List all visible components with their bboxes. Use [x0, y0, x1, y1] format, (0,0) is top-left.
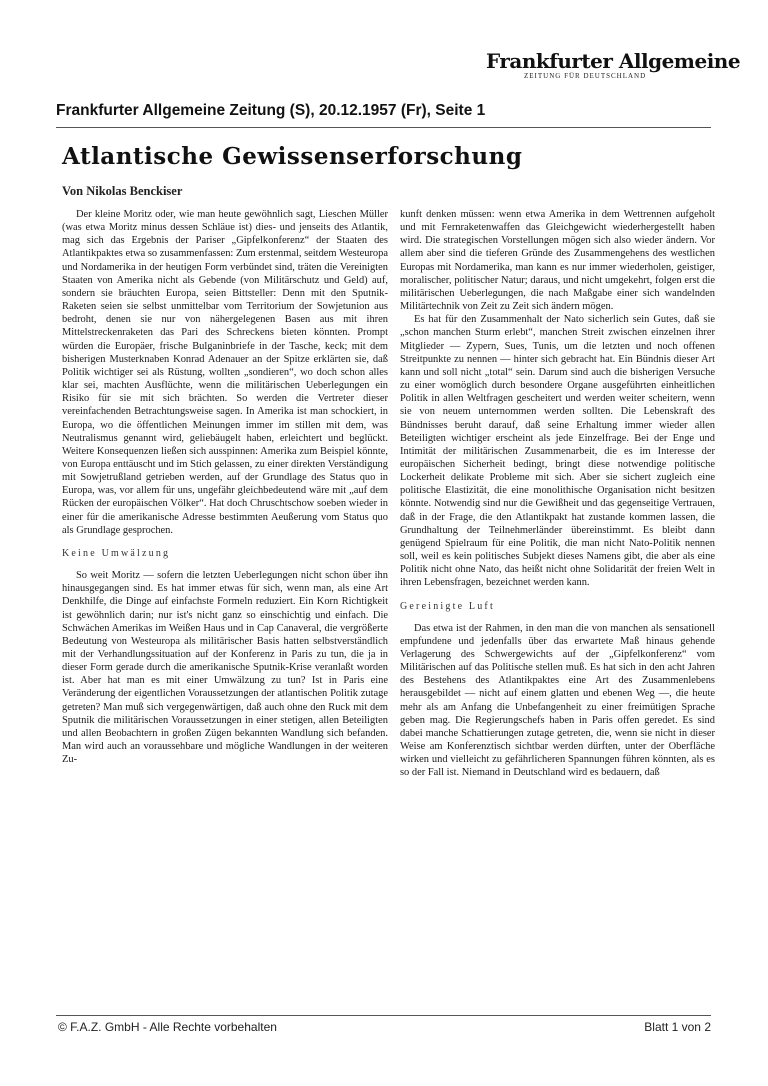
footer-divider [56, 1015, 711, 1016]
paragraph: Das etwa ist der Rahmen, in den man die von manchen als sensationell empfundene und jedenfalls über das erwartete Maß hinaus gehende Verlagerung des Schwergewichts auf der „Gipfelkonferenz“ vom Militärischen auf das Politische stellen muß. Es hat sich in den acht Jahren des Bestehens des Atlantikpaktes eine Art des Zusammenlebens herausgebildet — nicht auf einem glatten und ebenen Weg —, die heute mehr als am Anfang die Unbefangenheit zu einer freimütigen Sprache geben mag. Die Regierungschefs haben in Paris offen geredet. Es sind dabei manche Schattierungen zutage getreten, die, wenn sie nicht in dieser Weise am Konferenztisch sichtbar werden dürften, unter der Oberfläche wirken und vielleicht zu gefährlicheren Spannungen führen könnten, als es so der Fall ist. Niemand in Deutschland wird es bedauern, daß [400, 622, 715, 779]
footer-page-number: Blatt 1 von 2 [644, 1020, 711, 1034]
paragraph: Der kleine Moritz oder, wie man heute gewöhnlich sagt, Lieschen Müller (was etwa Moritz minus dessen Schläue ist) dies- und jenseits des Atlantik, mag sich das Ergebnis der Pariser „Gipfelkonferenz“ der Staaten des Atlantikpaktes etwa so zusammenfassen: Zum erstenmal, seitdem Westeuropa und Nordamerika in der heutigen Form verbündet sind, träten die Vereinigten Staaten von Amerika nicht als Gebende (von Militärschutz und Geld) auf, sondern sie bräuchten Europa, seien Bittsteller: Denn mit den Sputnik-Raketen seien sie selbst unmittelbar vom Territorium der Sowjetunion aus bedroht, denen sie nur von nähergelegenen Basen aus mit ihren Mittelstreckenraketen das Pari des Schreckens bieten könnten. Prompt würden die Europäer, frische Bulganinbriefe in der Tasche, keck; mit dem bisherigen Musterknaben Konrad Adenauer an der Spitze erklärten sie, daß Politik wichtiger sei als Rüstung, wollten „sondieren“, wo doch schon alles klar sei, machten Ausflüchte, wenn die militärischen Ueberlegungen ein Risiko für sie mit sich brächten. So werden die Vertreter dieser vereinfachenden Betrachtungsweise sagen. In Amerika ist man schockiert, in Europa, wo die öffentlichen Meinungen immer im stillen mit dem, was Neutralismus genannt wird, geliebäugelt haben, erleichtert und beglückt. Weitere Konsequenzen ließen sich ausspinnen: Amerika zum Beispiel könnte, von Europa enttäuscht und im Stich gelassen, zu einer direkten Verständigung mit Sowjetrußland getrieben werden, auf der Grundlage des Status quo in Europa, was, vor allem für uns, ungefähr gleichbedeutend wäre mit „auf dem Rücken der europäischen Völker“. Hat doch Chruschtschow soeben wieder in einer für die amerikanische Adresse bestimmten Aeußerung vom Status quo als Grundlage gesprochen. [62, 209, 388, 536]
paragraph: So weit Moritz — sofern die letzten Ueberlegungen nicht schon über ihn hinausgegangen sind. Es hat immer etwas für sich, wenn man, als eine Art Denkhilfe, die Dinge auf einfachste Formeln reduziert. Ein Korn Richtigkeit ist gewöhnlich darin; nur ist's nicht ganz so einschichtig und einfach. Die Schwächen Amerikas im Weißen Haus und in Cap Canaveral, die vergrößerte Bedeutung von Westeuropa als militärischer Basis hatten selbstverständlich mit der Verhandlungssituation auf der Konferenz in Paris zu tun, die ja in dieser Form gerade durch die amerikanische Sputnik-Krise veranlaßt worden ist. Aber hat man es mit einer Umwälzung zu tun? Ist in Paris eine Veränderung der eigentlichen Voraussetzungen der atlantischen Politik zutage getreten? Man muß sich vergegenwärtigen, daß auch ohne den Ruck mit dem Sputnik die militärischen Voraussetzungen in einer stetigen, allen Beteiligten und allen Beobachtern in großen Zügen bekannten Wandlung sich befanden. Man wird auch an voraussehbare und mögliche Wandlungen in der weiteren Zu- [62, 570, 388, 766]
masthead-logo [486, 49, 741, 80]
footer-copyright: © F.A.Z. GmbH - Alle Rechte vorbehalten [58, 1020, 277, 1034]
section-subheading: Gereinigte Luft [400, 600, 495, 612]
paragraph: Es hat für den Zusammenhalt der Nato sicherlich sein Gutes, daß sie „schon manchen Sturm erlebt“, manchen Streit zwischen einzelnen ihrer Mitglieder — Zypern, Sues, Tunis, um die letzten und noch offenen Streitpunkte zu nennen — hinter sich gebracht hat. Ein Bündnis dieser Art kann und soll nicht „total“ sein. Darum sind auch die bisherigen Versuche zu einer womöglich durch besondere Organe ausgeführten einheitlichen Politik in allen Weltfragen gescheitert und werden weiter scheitern, wenn sie von neuem unternommen werden sollten. Die Lebenskraft des Bündnisses beruht darauf, daß seine Erhaltung immer wieder allen Beteiligten wichtiger erscheint als jede Einzelfrage. Bei der Enge und Intimität der militärischen Zusammenarbeit, die es im Interesse der europäischen Sicherheit bedingt, bringt diese notwendige politische Lockerheit delikate Probleme mit sich. Aber sie sichert zugleich eine politische Elastizität, die eine monolithische Organisation nicht besitzen könnte. Notwendig sind nur die Gewißheit und das gegenseitige Vertrauen, daß in der Frage, die den Atlantikpakt hat zustande kommen lassen, die Grundhaltung der Teilnehmerländer übereinstimmt. Es bleibt dann genügend Spielraum für eine Politik, die man nicht Nato-Politik nennen soll, weil es kein politisches Subjekt dieses Namens gibt, die aber als eine Politik nicht ohne Nato, das heißt nicht ohne Solidarität der freien Welt in ihren Lebensfragen, bezeichnet werden kann. [400, 314, 715, 589]
article-column-left [62, 208, 388, 766]
paragraph: kunft denken müssen: wenn etwa Amerika in dem Wettrennen aufgeholt und mit Fernraketenwaffen das Gleichgewicht wiederhergestellt haben wird. Die strategischen Vorstellungen mögen sich also wieder ändern. Vor allem aber sind die tieferen Gründe des Zusammengehens des westlichen Europas mit Nordamerika, man kann es nur immer wiederholen, geistiger, moralischer, politischer Natur; daraus, und nicht umgekehrt, folgen erst die militärischen Ueberlegungen, die nach Maßgabe einer sich wandelnden Militärtechnik von Zeit zu Zeit sich ändern mögen. [400, 209, 715, 313]
article-author: Von Nikolas Benckiser [62, 184, 183, 198]
section-subheading: Keine Umwälzung [62, 547, 171, 559]
masthead-name: Frankfurter Allgemeine [486, 49, 741, 73]
article-column-right [400, 208, 715, 780]
article-title: Atlantische Gewissenserforschung [62, 143, 523, 170]
document-citation: Frankfurter Allgemeine Zeitung (S), 20.12.1957 (Fr), Seite 1 [56, 102, 711, 128]
masthead-subtitle: ZEITUNG FÜR DEUTSCHLAND [524, 72, 647, 80]
